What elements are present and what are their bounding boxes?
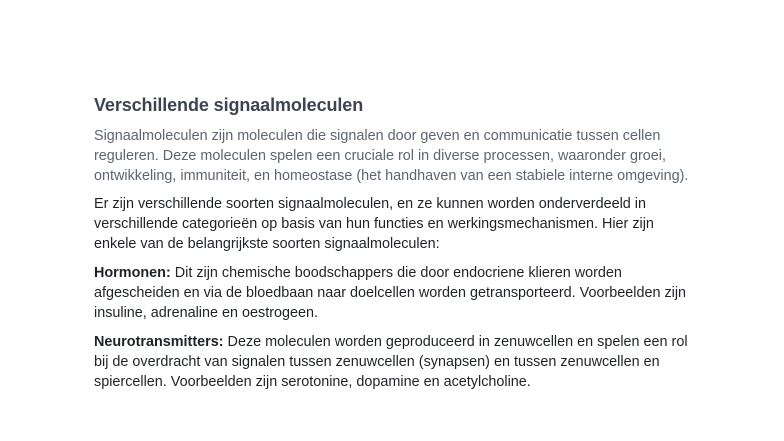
document-page [94,94,694,392]
list-item-hormonen [94,263,694,323]
term-description: Deze moleculen worden geproduceerd in zenuwcellen en spelen een rol bij de overdracht van signalen tussen zenuwcellen (synapsen) en tussen zenuwcellen en spiercellen. Voorbeelden zijn serotonine, dopamine en acetylcholine. [94,334,688,390]
term-label: Hormonen: [94,265,171,281]
term-description: Dit zijn chemische boodschappers die door endocriene klieren worden afgescheiden en via de bloedbaan naar doelcellen worden getransporteerd. Voorbeelden zijn insuline, adrenaline en oestrogeen. [94,265,687,321]
intro-paragraph: Signaalmoleculen zijn moleculen die signalen door geven en communicatie tussen cellen reguleren. Deze moleculen spelen een cruciale rol in diverse processen, waaronder groei, ontwikkeling, immuniteit, en homeostase (het handhaven van een stabiele interne omgeving). [94,128,689,184]
term-label: Neurotransmitters: [94,334,224,350]
list-item-neurotransmitters [94,332,694,392]
overview-paragraph: Er zijn verschillende soorten signaalmoleculen, en ze kunnen worden onderverdeeld in verschillende categorieën op basis van hun functies en werkingsmechanismen. Hier zijn enkele van de belangrijkste soorten signaalmoleculen: [94,196,654,252]
document-title: Verschillende signaalmoleculen [94,95,364,115]
